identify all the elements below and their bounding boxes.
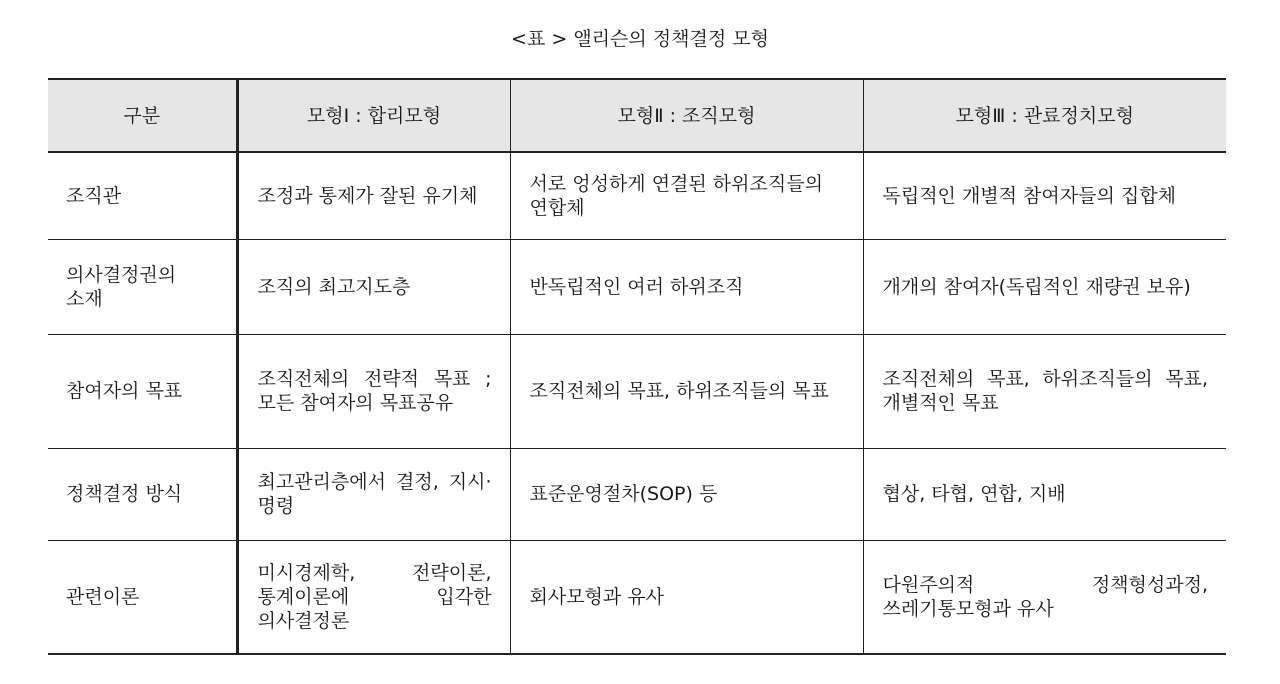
header-row bbox=[48, 79, 1226, 152]
table-caption: <표 > 앨리슨의 정책결정 모형 bbox=[511, 28, 769, 50]
table-row bbox=[48, 334, 1226, 448]
table-row bbox=[48, 448, 1226, 540]
row-label: 의사결정권의 소재 bbox=[48, 239, 237, 334]
header-model-3: 모형Ⅲ : 관료정치모형 bbox=[863, 79, 1226, 152]
table-cell: 반독립적인 여러 하위조직 bbox=[510, 239, 863, 334]
header-model-2: 모형Ⅱ : 조직모형 bbox=[510, 79, 863, 152]
header-model-1: 모형Ⅰ : 합리모형 bbox=[237, 79, 510, 152]
table-cell: 조정과 통제가 잘된 유기체 bbox=[237, 152, 510, 239]
table-cell: 다원주의적 정책형성과정, 쓰레기통모형과 유사 bbox=[863, 540, 1226, 654]
table-row bbox=[48, 239, 1226, 334]
row-label: 조직관 bbox=[48, 152, 237, 239]
table-cell: 협상, 타협, 연합, 지배 bbox=[863, 448, 1226, 540]
table-cell: 표준운영절차(SOP) 등 bbox=[510, 448, 863, 540]
table-cell: 서로 엉성하게 연결된 하위조직들의 연합체 bbox=[510, 152, 863, 239]
table-row bbox=[48, 540, 1226, 654]
allison-model-table bbox=[48, 78, 1226, 655]
row-label: 관련이론 bbox=[48, 540, 237, 654]
table-cell: 최고관리층에서 결정, 지시·명령 bbox=[237, 448, 510, 540]
header-category: 구분 bbox=[48, 79, 237, 152]
table-row bbox=[48, 152, 1226, 239]
table-cell: 미시경제학, 전략이론, 통계이론에 입각한 의사결정론 bbox=[237, 540, 510, 654]
table-cell: 조직의 최고지도층 bbox=[237, 239, 510, 334]
table-cell: 조직전체의 전략적 목표 ; 모든 참여자의 목표공유 bbox=[237, 334, 510, 448]
row-label: 참여자의 목표 bbox=[48, 334, 237, 448]
table-cell: 회사모형과 유사 bbox=[510, 540, 863, 654]
table-cell: 조직전체의 목표, 하위조직들의 목표, 개별적인 목표 bbox=[863, 334, 1226, 448]
table-cell: 독립적인 개별적 참여자들의 집합체 bbox=[863, 152, 1226, 239]
table-cell: 개개의 참여자(독립적인 재량권 보유) bbox=[863, 239, 1226, 334]
table-cell: 조직전체의 목표, 하위조직들의 목표 bbox=[510, 334, 863, 448]
row-label: 정책결정 방식 bbox=[48, 448, 237, 540]
